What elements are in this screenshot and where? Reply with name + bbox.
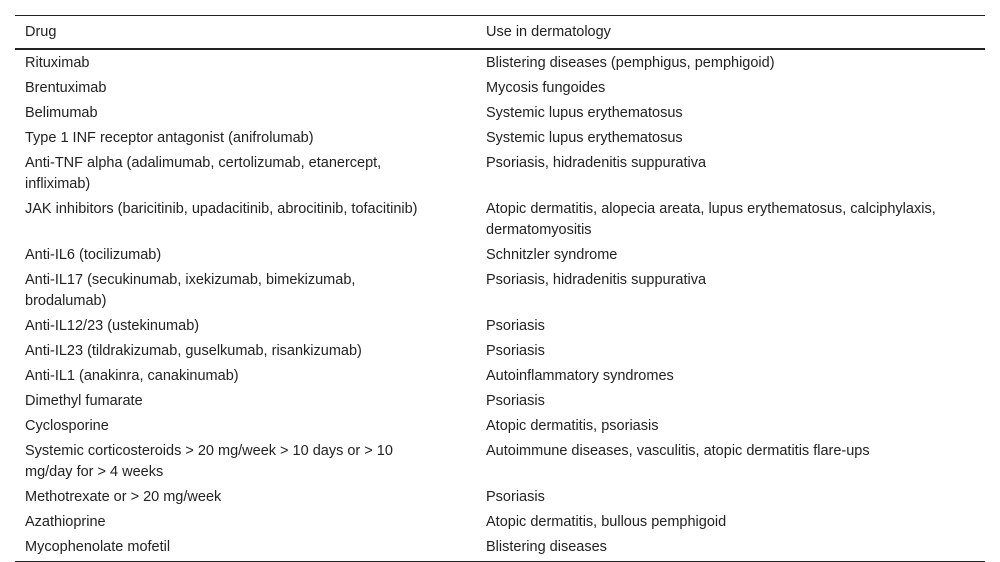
table-row [15, 339, 985, 364]
table-row [15, 268, 985, 314]
table-row [15, 243, 985, 268]
drug-table-container [15, 15, 985, 562]
table-row [15, 414, 985, 439]
use-cell: Psoriasis, hidradenitis suppurativa [486, 155, 707, 171]
drug-cell: Dimethyl fumarate [25, 393, 143, 409]
use-cell: Systemic lupus erythematosus [486, 130, 683, 146]
use-cell: Atopic dermatitis, bullous pemphigoid [486, 514, 727, 530]
table-row [15, 126, 985, 151]
table-row [15, 485, 985, 510]
table-row [15, 389, 985, 414]
table-row [15, 535, 985, 562]
drug-cell: Type 1 INF receptor antagonist (anifrolumab) [25, 130, 314, 146]
use-cell: Schnitzler syndrome [486, 247, 618, 263]
use-cell: Blistering diseases (pemphigus, pemphigoid) [486, 55, 775, 71]
table-row [15, 197, 985, 243]
use-cell: Psoriasis [486, 343, 545, 359]
use-cell: Autoimmune diseases, vasculitis, atopic dermatitis flare-ups [486, 443, 870, 459]
use-cell: Atopic dermatitis, psoriasis [486, 418, 659, 434]
use-cell: Psoriasis [486, 393, 545, 409]
table-row [15, 101, 985, 126]
drug-table [15, 15, 985, 562]
drug-cell: Anti-IL1 (anakinra, canakinumab) [25, 368, 239, 384]
use-cell: Psoriasis [486, 489, 545, 505]
drug-cell: Rituximab [25, 55, 90, 71]
use-cell: Psoriasis [486, 318, 545, 334]
table-row [15, 364, 985, 389]
drug-cell: Anti-TNF alpha (adalimumab, certolizumab, etanercept, infliximab) [25, 155, 382, 192]
table-row [15, 439, 985, 485]
table-row [15, 76, 985, 101]
drug-cell: Systemic corticosteroids > 20 mg/week > 10 days or > 10 mg/day for > 4 weeks [25, 443, 393, 480]
table-row [15, 151, 985, 197]
use-cell: Blistering diseases [486, 539, 607, 555]
drug-cell: Cyclosporine [25, 418, 109, 434]
drug-cell: Anti-IL17 (secukinumab, ixekizumab, bimekizumab, brodalumab) [25, 272, 356, 309]
table-header [15, 16, 985, 50]
use-cell: Atopic dermatitis, alopecia areata, lupus erythematosus, calciphylaxis, dermatomyositis [486, 201, 936, 238]
header-row [15, 16, 985, 50]
drug-cell: Brentuximab [25, 80, 107, 96]
use-cell: Systemic lupus erythematosus [486, 105, 683, 121]
drug-cell: Belimumab [25, 105, 98, 121]
use-cell: Mycosis fungoides [486, 80, 606, 96]
use-cell: Autoinflammatory syndromes [486, 368, 674, 384]
header-drug: Drug [25, 24, 57, 40]
table-body [15, 49, 985, 562]
table-row [15, 49, 985, 76]
drug-cell: Azathioprine [25, 514, 106, 530]
table-row [15, 510, 985, 535]
drug-cell: Methotrexate or > 20 mg/week [25, 489, 222, 505]
drug-cell: Anti-IL12/23 (ustekinumab) [25, 318, 200, 334]
use-cell: Psoriasis, hidradenitis suppurativa [486, 272, 707, 288]
drug-cell: JAK inhibitors (baricitinib, upadacitinib, abrocitinib, tofacitinib) [25, 201, 418, 217]
drug-cell: Anti-IL6 (tocilizumab) [25, 247, 162, 263]
drug-cell: Anti-IL23 (tildrakizumab, guselkumab, risankizumab) [25, 343, 362, 359]
drug-cell: Mycophenolate mofetil [25, 539, 171, 555]
header-use: Use in dermatology [486, 24, 611, 40]
table-row [15, 314, 985, 339]
